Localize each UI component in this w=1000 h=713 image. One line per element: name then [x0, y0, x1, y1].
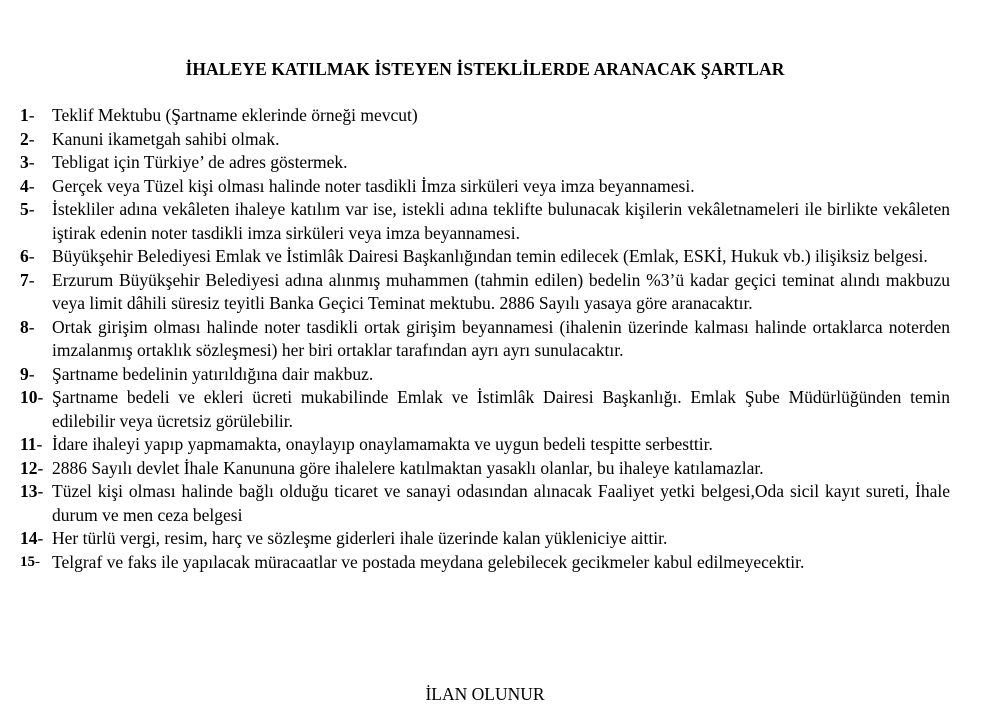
item-text: Büyükşehir Belediyesi Emlak ve İstimlâk Dairesi Başkanlığından temin edilecek (Emlak, ESKİ, Hukuk vb.) ilişiksiz belgesi.: [52, 246, 928, 266]
item-number: 7-: [20, 269, 35, 290]
item-number: 1-: [20, 105, 35, 125]
item-text: İstekliler adına vekâleten ihaleye katılım var ise, istekli adına teklifte bulunacak kişilerin vekâletnameleri ile birlikte vekâleten iştirak edenin noter tasdikli imza sirküleri veya imza beyannamesi.: [52, 199, 950, 243]
item-text: Tüzel kişi olması halinde bağlı olduğu ticaret ve sanayi odasından alınacak Faaliyet yetki belgesi,Oda sicil kayıt sureti, İhale durum ve men ceza belgesi: [52, 481, 950, 525]
item-text: Şartname bedelinin yatırıldığına dair makbuz.: [52, 363, 374, 384]
list-item: [20, 433, 950, 457]
item-number: 6-: [20, 246, 35, 266]
item-number: 11-: [20, 434, 43, 454]
document-title: İHALEYE KATILMAK İSTEYEN İSTEKLİLERDE ARANACAK ŞARTLAR: [185, 59, 785, 79]
item-number: 8-: [20, 316, 35, 337]
list-item: [20, 363, 950, 387]
list-item: [20, 151, 950, 175]
item-number: 9-: [20, 363, 35, 384]
item-text: Şartname bedeli ve ekleri ücreti mukabilinde Emlak ve İstimlâk Dairesi Başkanlığı. Emlak Şube Müdürlüğünden temin edilebilir veya ücretsiz görülebilir.: [52, 387, 950, 431]
list-item: [20, 198, 950, 245]
item-text: Her türlü vergi, resim, harç ve sözleşme giderleri ihale üzerinde kalan yükleniciye aittir.: [52, 528, 668, 548]
conditions-list: [20, 104, 950, 574]
item-number: 3-: [20, 152, 35, 172]
item-text: Kanuni ikametgah sahibi olmak.: [52, 128, 280, 149]
item-number: 12-: [20, 457, 44, 478]
list-item: [20, 128, 950, 152]
list-item: [20, 175, 950, 199]
closing-statement: İLAN OLUNUR: [425, 684, 545, 704]
item-text: 2886 Sayılı devlet İhale Kanununa göre ihalelere katılmaktan yasaklı olanlar, bu ihaleye katılamazlar.: [52, 457, 764, 478]
item-number: 5-: [20, 199, 35, 219]
item-text: Teklif Mektubu (Şartname eklerinde örneği mevcut): [52, 105, 418, 125]
item-text: Tebligat için Türkiye’ de adres göstermek.: [52, 152, 348, 172]
item-number: 10-: [20, 387, 44, 407]
list-item: [20, 457, 950, 481]
list-item: [20, 245, 950, 269]
item-number: 13-: [20, 481, 44, 501]
item-text: İdare ihaleyi yapıp yapmamakta, onaylayıp onaylamamakta ve uygun bedeli tespitte serbesttir.: [52, 434, 713, 454]
item-number: 2-: [20, 128, 35, 149]
item-number: 14-: [20, 528, 44, 548]
list-item: [20, 386, 950, 433]
list-item: [20, 527, 950, 551]
item-text: Gerçek veya Tüzel kişi olması halinde noter tasdikli İmza sirküleri veya imza beyannamesi.: [52, 175, 695, 196]
item-text: Ortak girişim olması halinde noter tasdikli ortak girişim beyannamesi (ihalenin üzerinde kalması halinde ortaklarca noterden imzalanmış ortaklık sözleşmesi) her biri ortaklar tarafından ayrı ayrı sunulacaktır.: [52, 316, 950, 360]
item-text: Telgraf ve faks ile yapılacak müracaatlar ve postada meydana gelebilecek gecikmeler kabul edilmeyecektir.: [52, 551, 805, 572]
item-number: 4-: [20, 175, 35, 196]
list-item: [20, 480, 950, 527]
item-number: 15-: [20, 553, 40, 570]
item-text: Erzurum Büyükşehir Belediyesi adına alınmış muhammen (tahmin edilen) bedelin %3’ü kadar geçici teminat alındı makbuzu veya limit dâhili süresiz teyitli Banka Geçici Teminat mektubu. 2886 Sayılı yasaya göre aranacaktır.: [52, 269, 950, 313]
list-item: [20, 104, 950, 128]
list-item: [20, 551, 950, 575]
list-item: [20, 269, 950, 316]
list-item: [20, 316, 950, 363]
